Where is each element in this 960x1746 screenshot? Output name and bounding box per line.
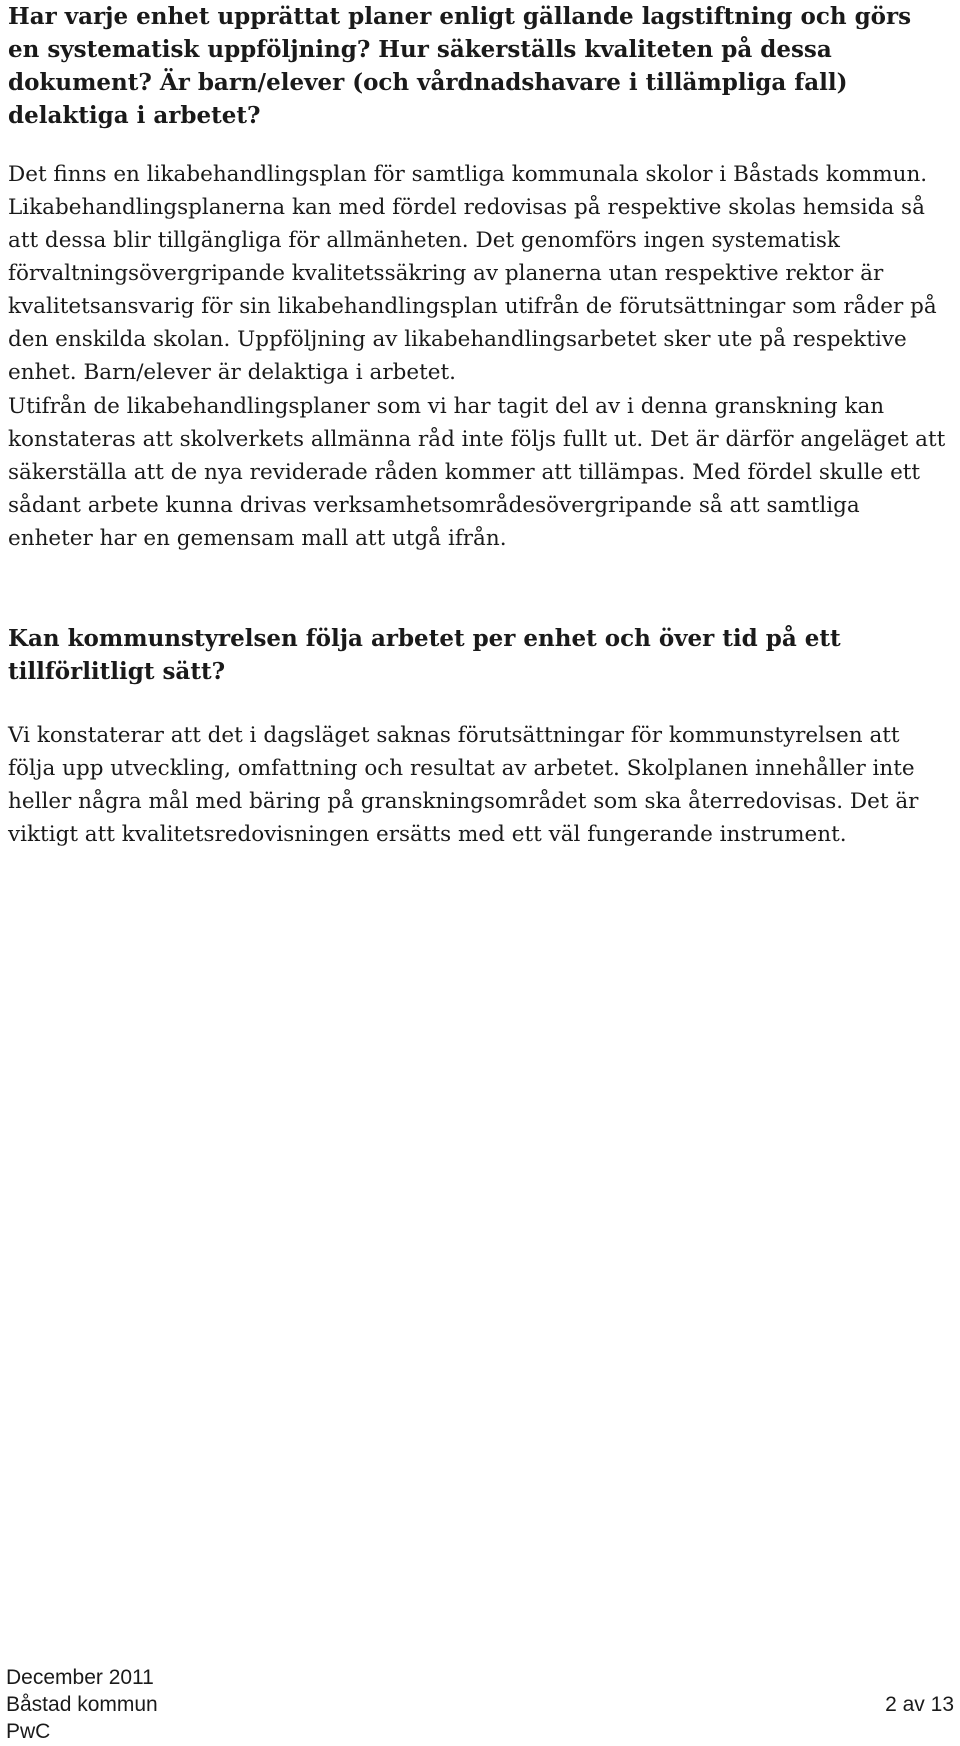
paragraph-kommunstyrelsen: Vi konstaterar att det i dagsläget saknas förutsättningar för kommunstyrelsen att följa upp utveckling, omfattning och resultat av arbetet. Skolplanen innehåller inte heller några mål med bäring på granskningsområdet som ska återredovisas. Det är viktigt att kvalitetsredovisningen ersätts med ett väl fungerande instrument. — [8, 723, 919, 847]
footer-date-row — [6, 1665, 954, 1692]
footer-organization: PwC — [6, 1720, 51, 1743]
footer-date: December 2011 — [6, 1666, 154, 1689]
footer-organization-row — [6, 1719, 954, 1746]
page-number: 2 av 13 — [885, 1693, 954, 1716]
page-footer — [6, 1665, 954, 1746]
section-heading-follow-up: Kan kommunstyrelsen följa arbetet per enhet och över tid på ett tillförlitligt sätt? — [8, 625, 841, 685]
paragraph-likabehandlingsplan: Det finns en likabehandlingsplan för samtliga kommunala skolor i Båstads kommun. Likabehandlingsplanerna kan med fördel redovisas på respektive skolas hemsida så att dessa blir tillgängliga för allmänheten. Det genomförs ingen systematisk förvaltningsövergripande kvalitetssäkring av planerna utan respektive rektor är kvalitetsansvarig för sin likabehandlingsplan utifrån de förutsättningar som råder på den enskilda skolan. Uppföljning av likabehandlingsarbetet sker ute på respektive enhet. Barn/elever är delaktiga i arbetet. — [8, 162, 937, 385]
section-heading-plans: Har varje enhet upprättat planer enligt gällande lagstiftning och görs en systematisk uppföljning? Hur säkerställs kvaliteten på dessa dokument? Är barn/elever (och vårdnadshavare i tillämpliga fall) delaktiga i arbetet? — [8, 3, 912, 129]
footer-municipality: Båstad kommun — [6, 1693, 158, 1716]
paragraph-skolverket-rad: Utifrån de likabehandlingsplaner som vi har tagit del av i denna granskning kan konstateras att skolverkets allmänna råd inte följs fullt ut. Det är därför angeläget att säkerställa att de nya reviderade råden kommer att tillämpas. Med fördel skulle ett sådant arbete kunna drivas verksamhetsområdesövergripande så att samtliga enheter har en gemensam mall att utgå ifrån. — [8, 394, 946, 551]
footer-municipality-row — [6, 1692, 954, 1719]
